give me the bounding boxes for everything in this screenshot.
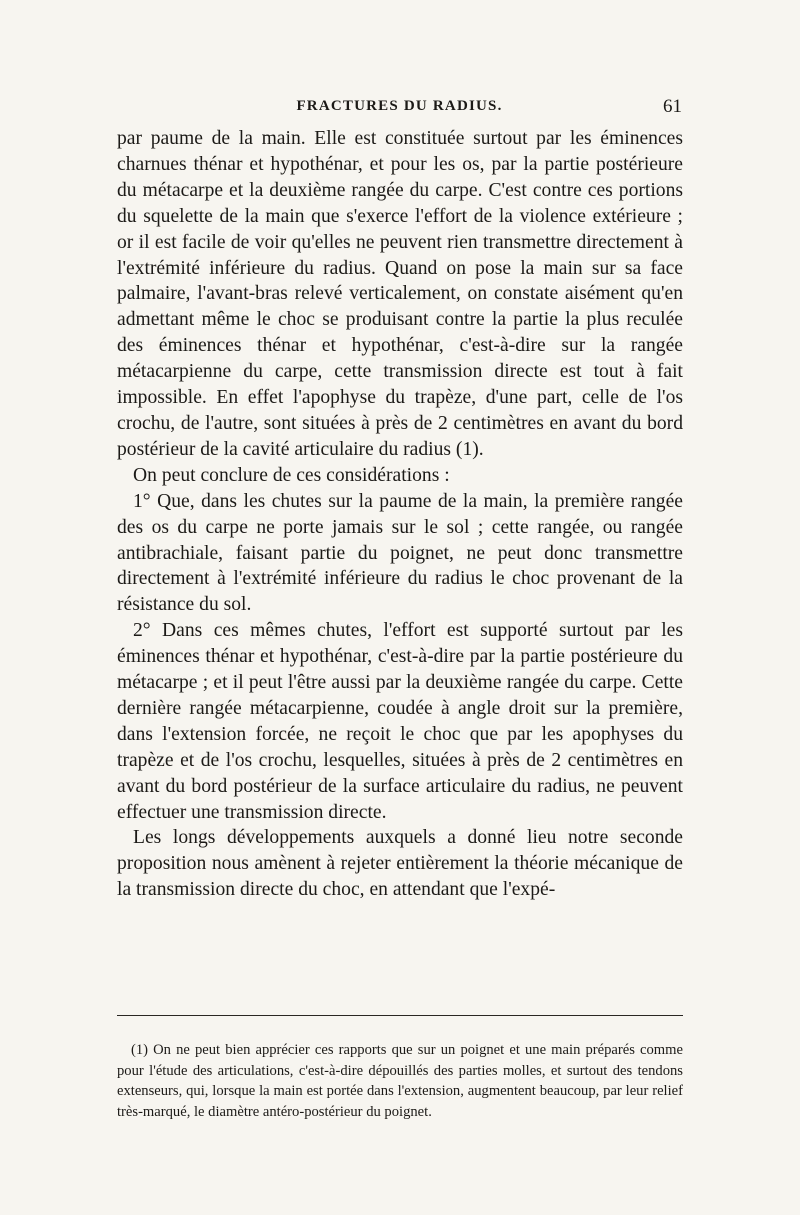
running-title: FRACTURES DU RADIUS.: [296, 98, 503, 114]
footnote-text: (1) On ne peut bien apprécier ces rapports que sur un poignet et une main préparés comme pour l'étude des articulations, c'est-à-dire dépouillés des parties molles, et surtout des tendons extenseurs, qui, lorsque la main est portée dans l'extension, augmentent beaucoup, par leur relief très-marqué, le diamètre antéro-postérieur du poignet.: [117, 1042, 683, 1120]
paragraph-3: 1° Que, dans les chutes sur la paume de la main, la première rangée des os du carpe ne porte jamais sur le sol ; cette rangée, ou rangée antibrachiale, faisant partie du poignet, ne peut donc transmettre directement à l'extrémité inférieure du radius le choc provenant de la résistance du sol.: [117, 490, 683, 616]
body-text: [117, 126, 683, 903]
paragraph-4: 2° Dans ces mêmes chutes, l'effort est supporté surtout par les éminences thénar et hypothénar, c'est-à-dire par la partie postérieure du métacarpe ; et il peut l'être aussi par la deuxième rangée du carpe. Cette dernière rangée métacarpienne, coudée à angle droit sur la première, dans l'extension forcée, ne reçoit le choc que par les apophyses du trapèze et de l'os crochu, lesquelles, situées à près de 2 centimètres en avant du bord postérieur de la surface articulaire du radius, ne peuvent effectuer une transmission directe.: [117, 620, 683, 823]
page-header: [117, 98, 682, 120]
paragraph-5: Les longs développements auxquels a donné lieu notre seconde proposition nous amènent à rejeter entièrement la théorie mécanique de la transmission directe du choc, en attendant que l'expé-: [117, 827, 683, 901]
paragraph-2: On peut conclure de ces considérations :: [133, 464, 450, 486]
footnote: [117, 1040, 683, 1122]
page-number: 61: [663, 96, 682, 117]
paragraph-1: par paume de la main. Elle est constituée surtout par les éminences charnues thénar et hypothénar, et pour les os, par la partie postérieure du métacarpe et la deuxième rangée du carpe. C'est contre ces portions du squelette de la main que s'exerce l'effort de la violence extérieure ; or il est facile de voir qu'elles ne peuvent rien transmettre directement à l'extrémité inférieure du radius. Quand on pose la main sur sa face palmaire, l'avant-bras relevé verticalement, on constate aisément qu'en admettant même le choc se produisant contre la partie la plus reculée des éminences thénar et hypothénar, c'est-à-dire sur la rangée métacarpienne du carpe, cette transmission directe est tout à fait impossible. En effet l'apophyse du trapèze, d'une part, celle de l'os crochu, de l'autre, sont situées à près de 2 centimètres en avant du bord postérieur de la cavité articulaire du radius (1).: [117, 128, 683, 460]
footnote-divider: [117, 1015, 683, 1016]
